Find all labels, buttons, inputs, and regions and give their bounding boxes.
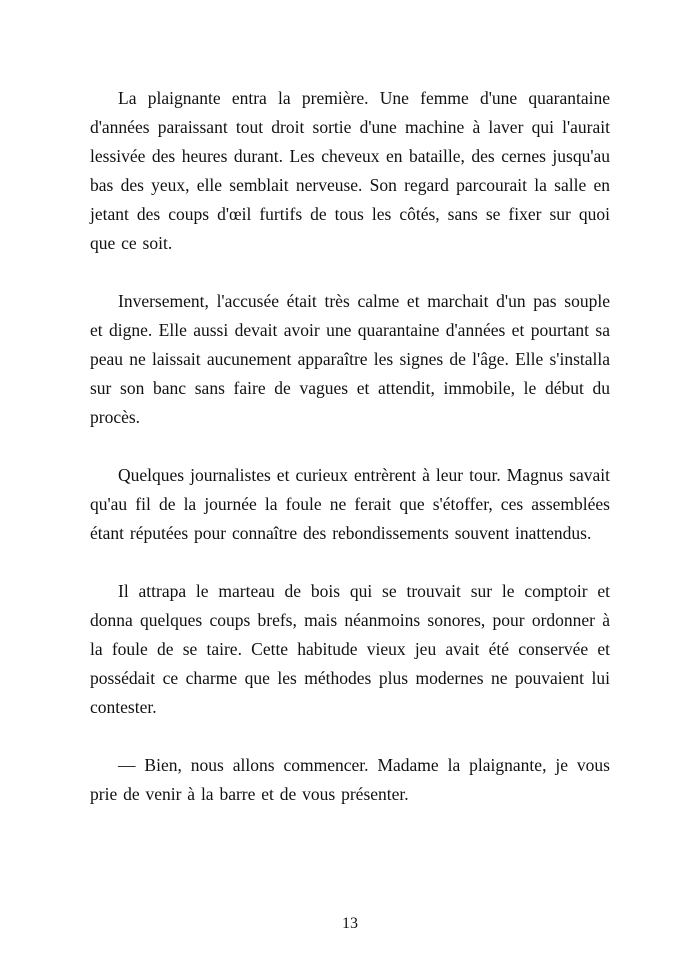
page-text [90,84,610,838]
paragraph: Il attrapa le marteau de bois qui se trouvait sur le comptoir et donna quelques coups brefs, mais néanmoins sonores, pour ordonner à la foule de se taire. Cette habitude vieux jeu avait été conservée et possédait ce charme que les méthodes plus modernes ne pouvaient lui contester. [90,581,610,717]
paragraph: — Bien, nous allons commencer. Madame la plaignante, je vous prie de venir à la barre et de vous présenter. [90,755,610,804]
paragraph: Inversement, l'accusée était très calme et marchait d'un pas souple et digne. Elle aussi devait avoir une quarantaine d'années et pourtant sa peau ne laissait aucunement apparaître les signes de l'âge. Elle s'installa sur son banc sans faire de vagues et attendit, immobile, le début du procès. [90,291,610,427]
page-number: 13 [342,915,358,932]
paragraph: La plaignante entra la première. Une femme d'une quarantaine d'années paraissant tout droit sortie d'une machine à laver qui l'aurait lessivée des heures durant. Les cheveux en bataille, des cernes jusqu'au bas des yeux, elle semblait nerveuse. Son regard parcourait la salle en jetant des coups d'œil furtifs de tous les côtés, sans se fixer sur quoi que ce soit. [90,88,610,253]
paragraph: Quelques journalistes et curieux entrèrent à leur tour. Magnus savait qu'au fil de la journée la foule ne ferait que s'étoffer, ces assemblées étant réputées pour connaître des rebondissements souvent inattendus. [90,465,610,543]
